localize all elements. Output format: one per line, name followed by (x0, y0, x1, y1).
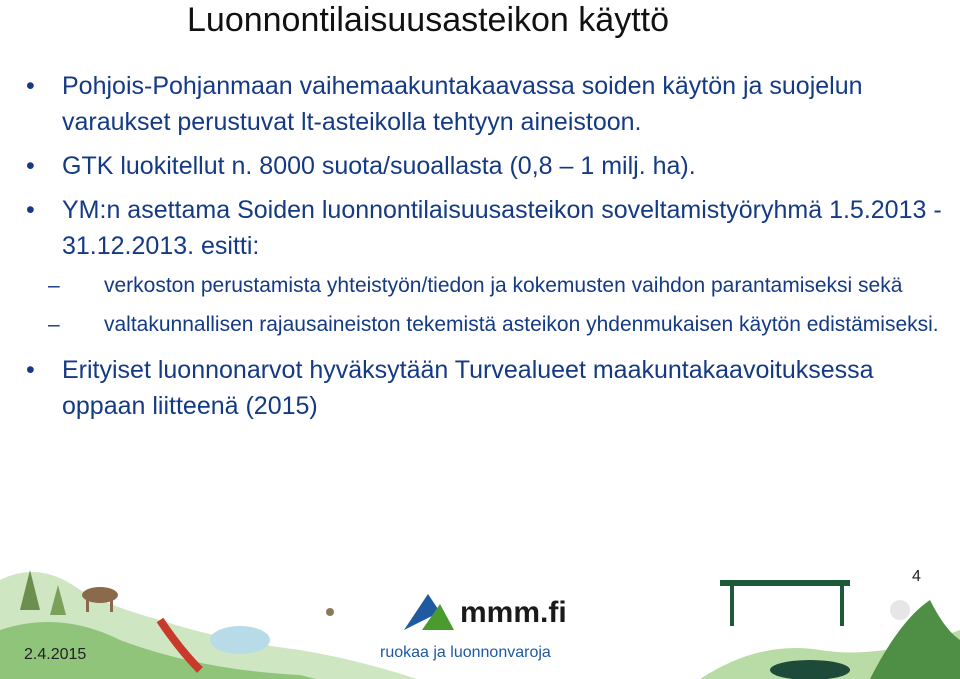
mmm-logo (380, 590, 596, 670)
logo-tagline: ruokaa ja luonnonvaroja (380, 644, 551, 661)
sub-bullet-list (0, 270, 960, 340)
sub-bullet-dash: – (48, 274, 60, 297)
bullet-dot: • (26, 196, 35, 224)
footer-date: 2.4.2015 (24, 646, 87, 663)
sub-bullet-text: valtakunnallisen rajausaineiston tekemistä asteikon yhdenmukaisen käytön edistämiseksi. (104, 313, 939, 336)
bullet-item (0, 148, 960, 184)
page-number: 4 (912, 568, 921, 585)
bullet-dot: • (26, 152, 35, 180)
bullet-text: YM:n asettama Soiden luonnontilaisuusasteikon soveltamistyöryhmä 1.5.2013 - 31.12.2013. esitti: (62, 196, 942, 260)
sub-bullet-item (0, 309, 960, 340)
bullet-list (0, 68, 960, 432)
bullet-item (0, 352, 960, 424)
logo-wordmark: mmm.fi (460, 596, 567, 629)
sub-bullet-item (0, 270, 960, 301)
bullet-dot: • (26, 72, 35, 100)
bullet-dot: • (26, 356, 35, 384)
nature-illustration-right (700, 540, 960, 679)
bullet-text: Pohjois-Pohjanmaan vaihemaakuntakaavassa soiden käytön ja suojelun varaukset perustuvat lt-asteikolla tehtyyn aineistoon. (62, 72, 863, 136)
bullet-item (0, 192, 960, 264)
slide-title: Luonnontilaisuusasteikon käyttö (187, 1, 669, 39)
sub-bullet-dash: – (48, 313, 60, 336)
bullet-text: GTK luokitellut n. 8000 suota/suoallasta (0,8 – 1 milj. ha). (62, 152, 696, 180)
bullet-text: Erityiset luonnonarvot hyväksytään Turvealueet maakuntakaavoituksessa oppaan liitteenä (2015) (62, 356, 874, 420)
bullet-item (0, 68, 960, 140)
logo-mark-icon (400, 590, 456, 636)
sub-bullet-text: verkoston perustamista yhteistyön/tiedon ja kokemusten vaihdon parantamiseksi sekä (104, 274, 903, 297)
